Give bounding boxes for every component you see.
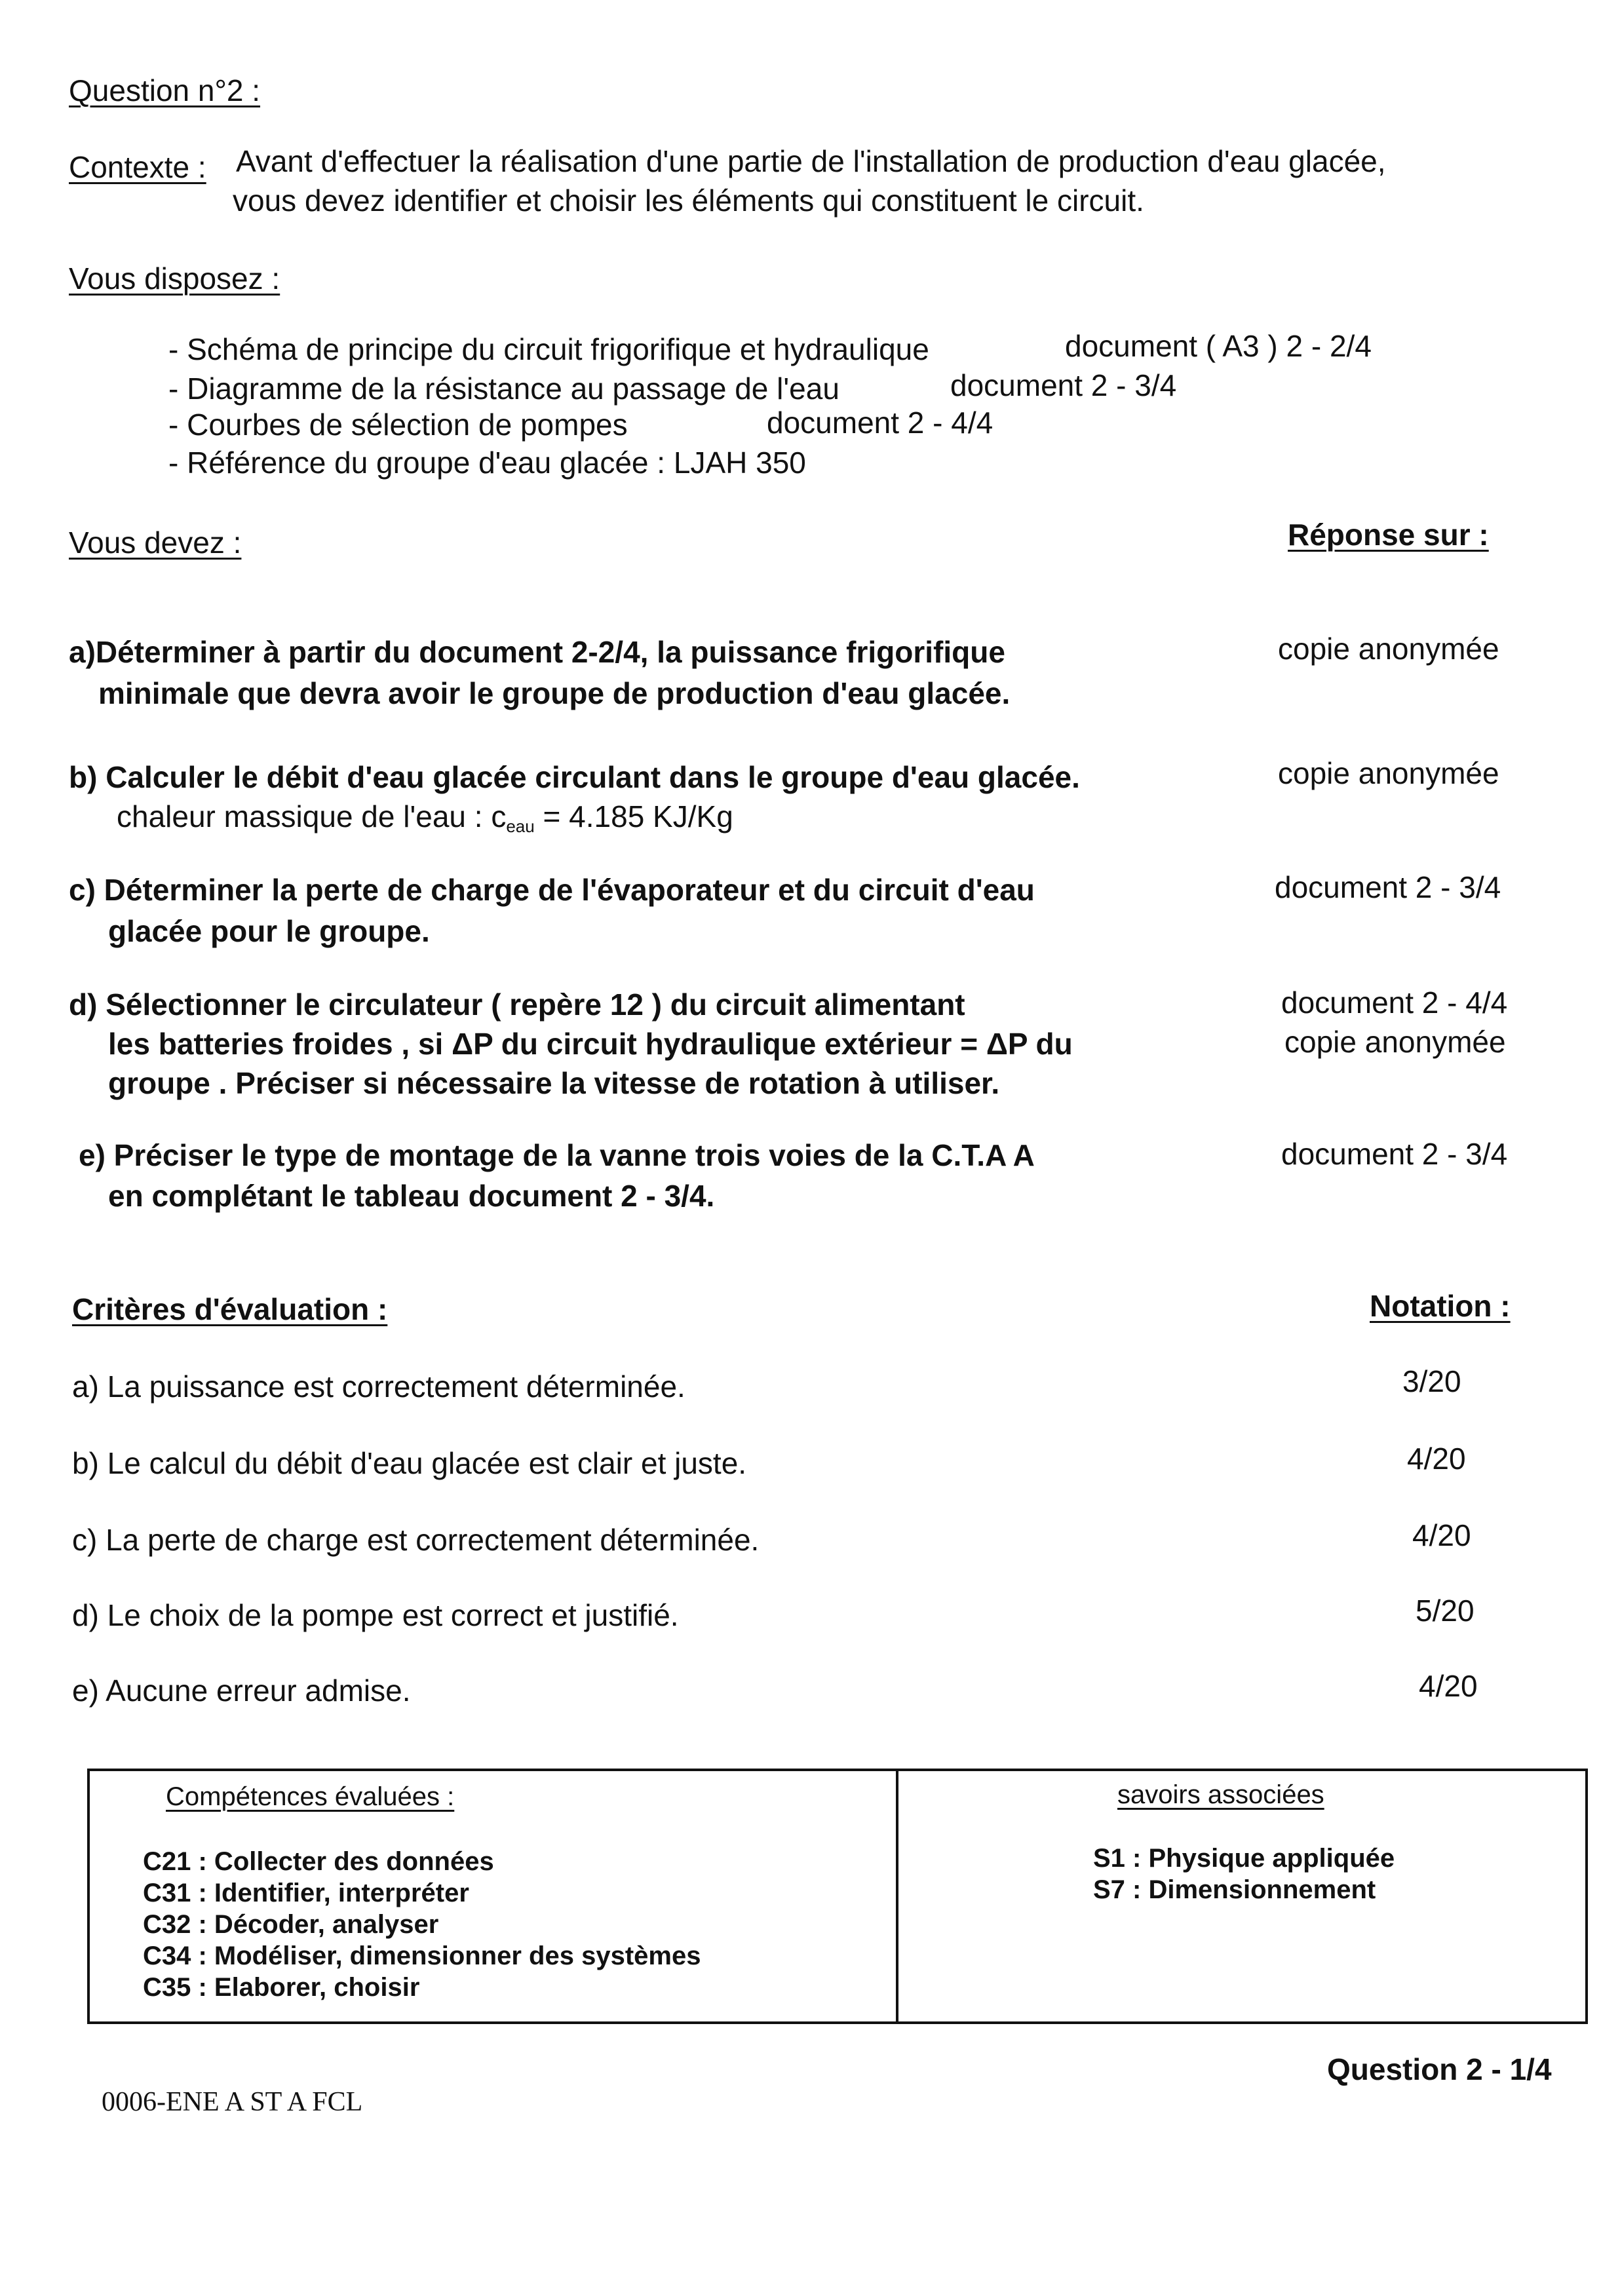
contexte-line-2: vous devez identifier et choisir les éléments qui constituent le circuit. bbox=[233, 183, 1144, 218]
notation-header: Notation : bbox=[1370, 1289, 1511, 1323]
disposez-ref-3: document 2 - 4/4 bbox=[767, 406, 993, 440]
critere-c: c) La perte de charge est correctement déterminée. bbox=[72, 1523, 760, 1557]
devez-label: Vous devez : bbox=[69, 526, 242, 560]
disposez-item-2: - Diagramme de la résistance au passage de l'eau bbox=[168, 372, 839, 406]
critere-e: e) Aucune erreur admise. bbox=[72, 1674, 411, 1708]
competences-header: Compétences évaluées : bbox=[166, 1782, 455, 1811]
critere-d: d) Le choix de la pompe est correct et justifié. bbox=[72, 1598, 679, 1632]
task-a-ref: copie anonymée bbox=[1278, 632, 1499, 666]
critere-e-score: 4/20 bbox=[1419, 1669, 1478, 1703]
task-d-line-2: les batteries froides , si ΔP du circuit hydraulique extérieur = ΔP du bbox=[108, 1027, 1073, 1061]
reponse-header: Réponse sur : bbox=[1288, 518, 1489, 552]
task-d-ref-1: document 2 - 4/4 bbox=[1281, 985, 1508, 1020]
task-c-line-1: c) Déterminer la perte de charge de l'évaporateur et du circuit d'eau bbox=[69, 873, 1035, 907]
contexte-label: Contexte : bbox=[69, 150, 206, 184]
criteres-label: Critères d'évaluation : bbox=[72, 1292, 388, 1326]
task-b-line-1: b) Calculer le débit d'eau glacée circulant dans le groupe d'eau glacée. bbox=[69, 760, 1080, 794]
task-e-line-1: e) Préciser le type de montage de la vanne trois voies de la C.T.A A bbox=[79, 1138, 1035, 1172]
task-e-ref: document 2 - 3/4 bbox=[1281, 1137, 1508, 1171]
document-code: 0006-ENE A ST A FCL bbox=[102, 2087, 363, 2117]
critere-a-score: 3/20 bbox=[1402, 1364, 1461, 1398]
critere-b-score: 4/20 bbox=[1407, 1442, 1466, 1476]
disposez-item-4: - Référence du groupe d'eau glacée : LJAH 350 bbox=[168, 446, 806, 480]
task-a-line-1: a)Déterminer à partir du document 2-2/4, la puissance frigorifique bbox=[69, 635, 1005, 669]
disposez-ref-2: document 2 - 3/4 bbox=[950, 368, 1177, 402]
task-e-line-2: en complétant le tableau document 2 - 3/4. bbox=[108, 1179, 715, 1213]
disposez-item-1: - Schéma de principe du circuit frigorifique et hydraulique bbox=[168, 332, 929, 366]
savoir-item-1: S1 : Physique appliquée bbox=[1093, 1844, 1395, 1873]
task-d-line-3: groupe . Préciser si nécessaire la vitesse de rotation à utiliser. bbox=[108, 1066, 1000, 1100]
competence-item-5: C35 : Elaborer, choisir bbox=[143, 1973, 420, 2002]
page-number: Question 2 - 1/4 bbox=[1327, 2052, 1552, 2086]
task-a-line-2: minimale que devra avoir le groupe de production d'eau glacée. bbox=[98, 676, 1011, 710]
savoir-item-2: S7 : Dimensionnement bbox=[1093, 1875, 1376, 1904]
question-title: Question n°2 : bbox=[69, 73, 261, 107]
task-b-line-2: chaleur massique de l'eau : $c_{eau} = 4.185$ KJ/Kg bbox=[117, 799, 733, 836]
disposez-ref-1: document ( A3 ) 2 - 2/4 bbox=[1065, 329, 1372, 363]
competence-item-3: C32 : Décoder, analyser bbox=[143, 1910, 439, 1939]
disposez-item-3: - Courbes de sélection de pompes bbox=[168, 408, 628, 442]
task-b-ref: copie anonymée bbox=[1278, 756, 1499, 790]
critere-b: b) Le calcul du débit d'eau glacée est clair et juste. bbox=[72, 1446, 747, 1480]
critere-c-score: 4/20 bbox=[1412, 1518, 1471, 1552]
task-c-ref: document 2 - 3/4 bbox=[1275, 870, 1501, 904]
competence-item-4: C34 : Modéliser, dimensionner des systèmes bbox=[143, 1942, 701, 1970]
disposez-label: Vous disposez : bbox=[69, 261, 280, 296]
competence-item-1: C21 : Collecter des données bbox=[143, 1847, 494, 1876]
task-d-ref-2: copie anonymée bbox=[1284, 1025, 1506, 1059]
critere-d-score: 5/20 bbox=[1416, 1594, 1475, 1628]
competence-item-2: C31 : Identifier, interpréter bbox=[143, 1879, 469, 1907]
task-d-line-1: d) Sélectionner le circulateur ( repère 12 ) du circuit alimentant bbox=[69, 987, 965, 1022]
critere-a: a) La puissance est correctement déterminée. bbox=[72, 1369, 685, 1404]
contexte-line-1: Avant d'effectuer la réalisation d'une partie de l'installation de production d'eau glacée, bbox=[236, 144, 1386, 178]
task-c-line-2: glacée pour le groupe. bbox=[108, 914, 430, 948]
savoirs-header: savoirs associées bbox=[1117, 1780, 1324, 1809]
box-divider bbox=[896, 1771, 898, 2021]
